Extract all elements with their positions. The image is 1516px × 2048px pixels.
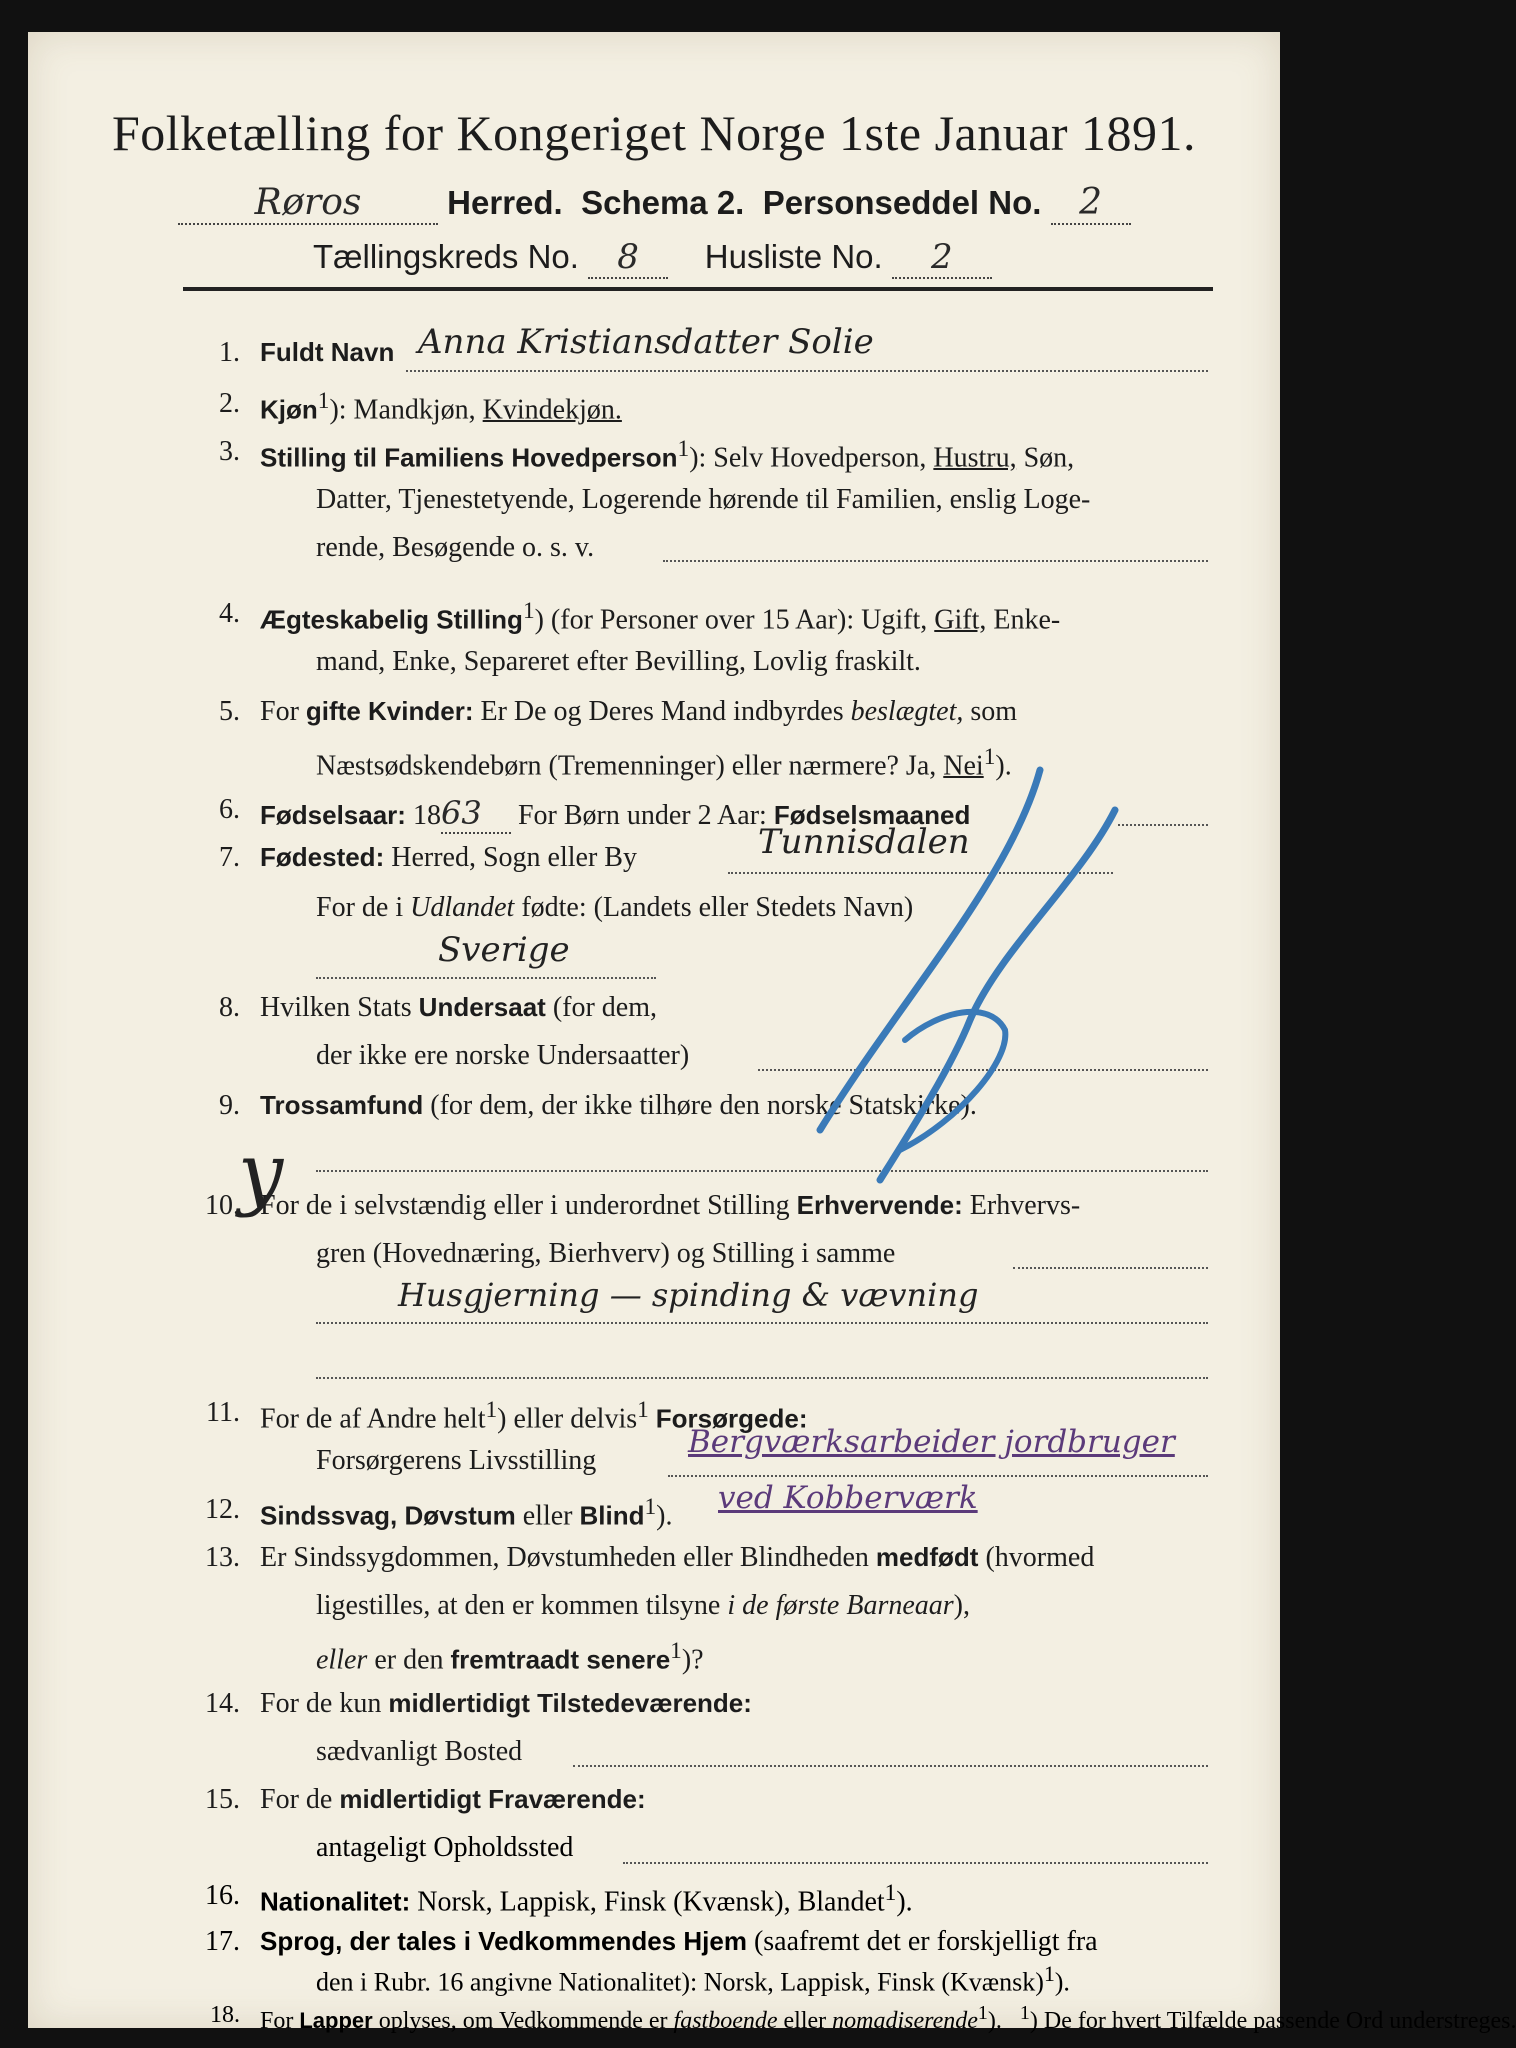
herred-label: Herred. [447, 184, 563, 221]
margin-mark: y [238, 1126, 284, 1219]
item-text: For de kun [260, 1688, 382, 1719]
item-number: 12. [205, 1494, 240, 1525]
item-text: ) (for Personer over 15 Aar): Ugift, [534, 604, 928, 636]
item-number: 7. [219, 842, 240, 873]
item-label: Erhvervende: [796, 1190, 963, 1220]
item-text: For de i selvstændig eller i underordnet Stilling [260, 1190, 790, 1221]
item-13-line3: eller er den fremtraadt senere$^1$)? [316, 1638, 704, 1676]
item-italic: i de første Barneaar [727, 1590, 954, 1621]
item-italic: nomadiserende [832, 2008, 978, 2034]
item-text: Norsk, Lappisk, Finsk (Kvænsk), Blandet [417, 1886, 885, 1918]
item-4: Ægteskabelig Stilling$^1$) (for Personer over 15 Aar): Ugift, Gift, Enke- [260, 598, 1061, 636]
item-label: Ægteskabelig Stilling [260, 604, 523, 635]
underlined-answer: Nei [943, 750, 984, 782]
item-text: For de i [316, 892, 404, 923]
item-label: Kjøn [260, 394, 318, 425]
item-number: 2. [219, 388, 240, 419]
item-text: For de af Andre helt [260, 1403, 486, 1435]
underlined-answer: Hustru, [933, 442, 1017, 474]
item-text: (for dem, [552, 992, 658, 1023]
foreign-birthplace-value: Sverige [438, 930, 570, 970]
item-label: Fødselsaar: [260, 800, 406, 830]
item-label: Fødselsmaaned [773, 800, 971, 830]
item-text: (hvormed [985, 1542, 1095, 1573]
item-3: Stilling til Familiens Hovedperson$^1$): Selv Hovedperson, Hustru, Søn, [260, 436, 1075, 474]
item-text: ). [896, 1886, 913, 1918]
item-label: Lapper [299, 2008, 373, 2033]
occupation-value: Husgjerning — spinding & vævning [398, 1276, 979, 1314]
supporter-occupation-value: Bergværksarbeider jordbruger [688, 1424, 1175, 1460]
item-label: Stilling til Familiens Hovedperson [260, 442, 678, 473]
item-number: 16. [205, 1880, 240, 1911]
item-17-line2: den i Rubr. 16 angivne Nationalitet): Norsk, Lappisk, Finsk (Kvænsk)$^1$). [316, 1962, 1070, 1997]
year-prefix: 18 [412, 800, 441, 831]
item-number: 9. [219, 1090, 240, 1121]
item-text: For [260, 696, 299, 727]
item-18: For Lapper oplyses, om Vedkommende er fastboende eller nomadiserende$^1$). $^1$) De for hvert Tilfælde passende Ord understreges. [260, 2002, 1516, 2034]
item-text: Herred, Sogn eller By [391, 842, 637, 873]
item-text: ligestilles, at den er kommen tilsyne [316, 1590, 721, 1621]
item-label: Sprog, der tales i Vedkommendes Hjem [260, 1926, 747, 1956]
footnote-sup: 1 [1019, 2002, 1030, 2024]
footnote-ref: 1 [317, 388, 330, 414]
item-number: 14. [205, 1688, 240, 1719]
item-label: gifte Kvinder: [305, 696, 474, 726]
item-label: Fødested: [260, 842, 385, 872]
item-number: 15. [205, 1784, 240, 1815]
item-text: fødte: (Landets eller Stedets Navn) [521, 892, 914, 923]
item-text: ): Mandkjøn, [329, 394, 476, 426]
item-italic: beslægtet, [850, 696, 964, 727]
item-label: midlertidigt Tilstedeværende: [388, 1688, 752, 1718]
item-text: ) eller delvis [497, 1403, 638, 1435]
item-12: Sindssvag, Døvstum eller Blind$^1$). [260, 1494, 673, 1532]
herred-value: Røros [178, 182, 438, 225]
personseddel-label: Personseddel No. [762, 184, 1042, 221]
item-italic: Udlandet [410, 892, 515, 923]
item-number: 4. [219, 598, 240, 629]
item-text: (for dem, der ikke tilhøre den norske Statskirke). [430, 1090, 977, 1121]
item-5-line2: Næstsødskendebørn (Tremenninger) eller nærmere? Ja, Nei$^1$). [316, 744, 1012, 782]
item-16: Nationalitet: Norsk, Lappisk, Finsk (Kvænsk), Blandet$^1$). [260, 1880, 913, 1918]
item-label: Trossamfund [260, 1090, 424, 1120]
birth-year-value: 63 [441, 794, 511, 834]
item-text: den i Rubr. 16 angivne Nationalitet): Norsk, Lappisk, Finsk (Kvænsk) [316, 1967, 1044, 1997]
item-text: som [970, 696, 1018, 727]
husliste-label: Husliste No. [704, 238, 883, 275]
item-number: 17. [205, 1926, 240, 1957]
item-text: rende, Besøgende o. s. v. [316, 532, 595, 563]
item-text: ). [656, 1500, 673, 1532]
item-number: 13. [205, 1542, 240, 1573]
item-italic: eller [316, 1644, 368, 1676]
item-text: Forsørgerens Livsstilling [316, 1445, 597, 1476]
item-number: 3. [219, 436, 240, 467]
item-label: fremtraadt senere [450, 1644, 671, 1675]
item-label: midlertidigt Fraværende: [339, 1784, 646, 1814]
item-text: eller [522, 1500, 573, 1532]
schema-label: Schema 2. [581, 184, 745, 221]
item-text: Erhvervs- [969, 1190, 1081, 1221]
husliste-value: 2 [892, 237, 992, 279]
item-18-block [28, 0, 1516, 2048]
item-label: Nationalitet: [260, 1886, 411, 1917]
item-text: ), [953, 1590, 970, 1621]
kreds-label: Tællingskreds No. [313, 238, 579, 275]
item-number: 5. [219, 696, 240, 727]
item-text: Datter, Tjenestetyende, Logerende hørende til Familien, enslig Loge- [316, 484, 1091, 515]
item-text: Søn, [1023, 442, 1075, 474]
item-text: mand, Enke, Separeret efter Bevilling, Lovlig fraskilt. [316, 646, 921, 677]
item-text: ). [987, 2008, 1002, 2034]
underlined-answer: Kvindekjøn. [482, 394, 622, 426]
item-italic: fastboende [673, 2008, 778, 2034]
underlined-answer: Gift, [934, 604, 987, 636]
item-text: Hvilken Stats [260, 992, 412, 1023]
kreds-value: 8 [588, 237, 668, 279]
item-text: antageligt Opholdssted [316, 1832, 574, 1863]
item-label: Undersaat [418, 992, 546, 1022]
item-text: For [260, 2008, 294, 2034]
item-label: Fuldt Navn [260, 337, 395, 367]
item-text: For Børn under 2 Aar: [517, 800, 767, 831]
item-number: 1. [219, 337, 240, 368]
item-label: Forsørgede: [655, 1403, 808, 1434]
item-12-note-value: ved Kobberværk [718, 1480, 978, 1516]
item-text: Næstsødskendebørn (Tremenninger) eller nærmere? Ja, [316, 750, 937, 782]
item-number: 6. [219, 794, 240, 825]
item-text: Enke- [993, 604, 1061, 636]
item-text: Er Sindssygdommen, Døvstumheden eller Blindheden [260, 1542, 869, 1573]
item-text: )? [681, 1644, 704, 1676]
item-text: ). [1054, 1967, 1070, 1997]
item-text: ): Selv Hovedperson, [689, 442, 927, 474]
item-text: gren (Hovednæring, Bierhverv) og Stilling i samme [316, 1238, 896, 1269]
item-label: medfødt [875, 1542, 979, 1572]
form-title: Folketælling for Kongeriget Norge 1ste Januar 1891. [111, 105, 1197, 161]
item-number: 8. [219, 992, 240, 1023]
item-label: Sindssvag, Døvstum [260, 1500, 516, 1531]
item-label: Blind [579, 1500, 645, 1531]
item-text: (saafremt det er forskjelligt fra [753, 1926, 1098, 1957]
item-11: For de af Andre helt$^1$) eller delvis$^1$ Forsørgede: [260, 1397, 808, 1435]
item-text: er den [374, 1644, 444, 1676]
item-text: oplyses, om Vedkommende er [378, 2008, 668, 2034]
item-text: For de [260, 1784, 333, 1815]
item-text: eller [783, 2008, 827, 2034]
item-text: sædvanligt Bosted [316, 1736, 523, 1767]
item-text: der ikke ere norske Undersaatter) [316, 1040, 690, 1071]
full-name-value: Anna Kristiansdatter Solie [418, 322, 874, 362]
footnote-text: ) De for hvert Tilfælde passende Ord understreges. [1029, 2008, 1516, 2034]
birthplace-value: Tunnisdalen [758, 822, 970, 862]
personseddel-value: 2 [1051, 182, 1131, 225]
item-text: Er De og Deres Mand indbyrdes [480, 696, 844, 727]
item-number: 10. [205, 1190, 240, 1221]
item-number: 18. [210, 2002, 240, 2028]
item-number: 11. [206, 1397, 240, 1428]
item-text: ). [995, 750, 1012, 782]
